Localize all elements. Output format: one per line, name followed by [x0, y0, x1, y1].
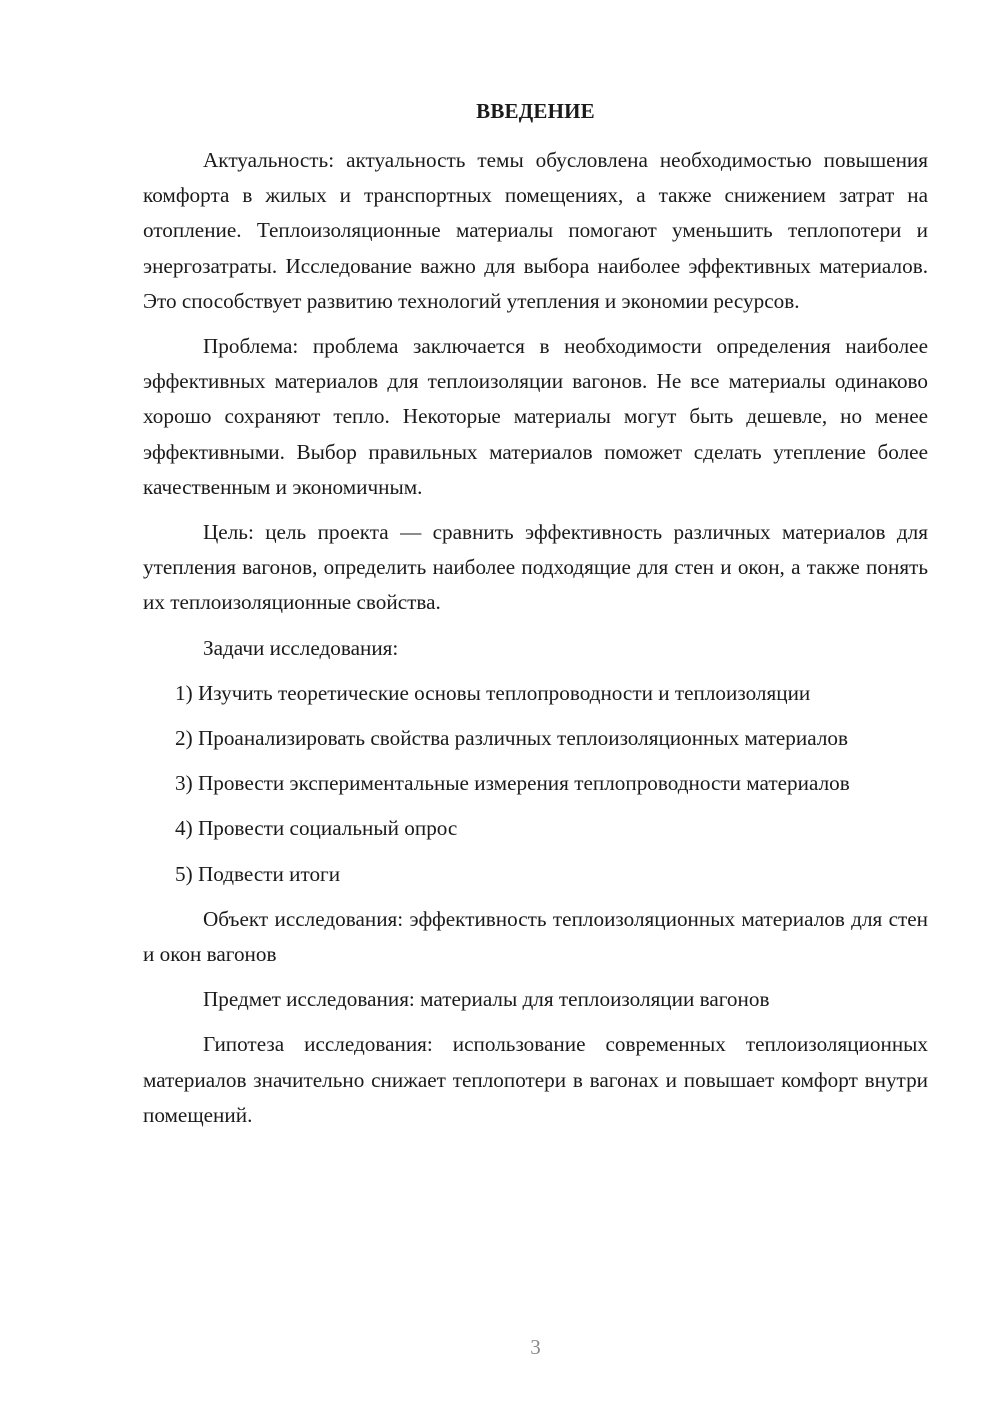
- paragraph-tasks-heading: Задачи исследования:: [203, 635, 399, 660]
- paragraph-goal: Цель: цель проекта — сравнить эффективность различных материалов для утепления вагонов, определить наиболее подходящие для стен и окон, а также понять их теплоизоляционные свойства.: [143, 520, 928, 615]
- task-item-5: 5) Подвести итоги: [175, 861, 341, 886]
- paragraph-subject: Предмет исследования: материалы для теплоизоляции вагонов: [203, 987, 770, 1012]
- page-number: 3: [530, 1335, 541, 1359]
- task-item-3: 3) Провести экспериментальные измерения теплопроводности материалов: [175, 771, 850, 796]
- section-body: [143, 143, 928, 1143]
- task-item-1: 1) Изучить теоретические основы теплопроводности и теплоизоляции: [175, 680, 811, 705]
- paragraph-problem: Проблема: проблема заключается в необходимости определения наиболее эффективных материалов для теплоизоляции вагонов. Не все материалы одинаково хорошо сохраняют тепло. Некоторые материалы могут быть дешевле, но менее эффективными. Выбор правильных материалов поможет сделать утепление более качественным и экономичным.: [143, 334, 928, 499]
- paragraph-hypothesis: Гипотеза исследования: использование современных теплоизоляционных материалов значительно снижает теплопотери в вагонах и повышает комфорт внутри помещений.: [143, 1032, 928, 1127]
- paragraph-relevance: Актуальность: актуальность темы обусловлена необходимостью повышения комфорта в жилых и транспортных помещениях, а также снижением затрат на отопление. Теплоизоляционные материалы помогают уменьшить теплопотери и энергозатраты. Исследование важно для выбора наиболее эффективных материалов. Это способствует развитию технологий утепления и экономии ресурсов.: [143, 148, 928, 313]
- task-item-4: 4) Провести социальный опрос: [175, 816, 458, 841]
- section-title: ВВЕДЕНИЕ: [476, 99, 595, 123]
- task-item-2: 2) Проанализировать свойства различных теплоизоляционных материалов: [175, 726, 848, 751]
- document-page: [143, 0, 928, 1414]
- paragraph-object: Объект исследования: эффективность теплоизоляционных материалов для стен и окон вагонов: [143, 906, 928, 967]
